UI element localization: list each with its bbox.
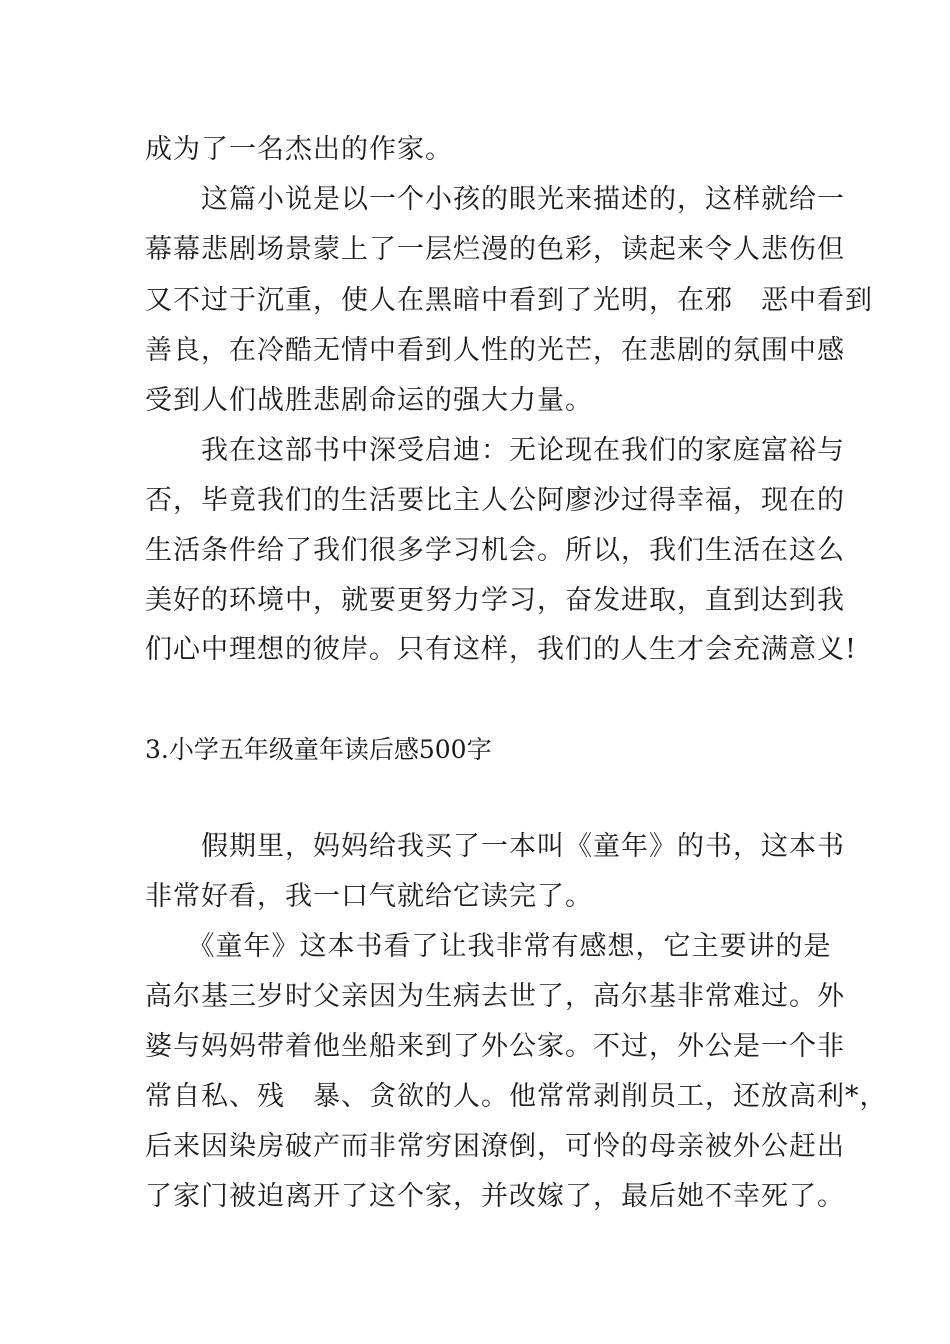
paragraph-line: 常自私、残 暴、贪欲的人。他常常剥削员工，还放高利*， <box>145 1081 888 1112</box>
paragraph-line: 后来因染房破产而非常穷困潦倒，可怜的母亲被外公赶出 <box>145 1131 845 1162</box>
paragraph-line: 非常好看，我一口气就给它读完了。 <box>145 881 593 912</box>
paragraph-line: 美好的环境中，就要更努力学习，奋发进取，直到达到我 <box>145 585 845 616</box>
paragraph-line: 假期里，妈妈给我买了一本叫《童年》的书，这本书 <box>145 831 845 862</box>
paragraph-line: 这篇小说是以一个小孩的眼光来描述的，这样就给一 <box>145 184 845 215</box>
paragraph-line: 婆与妈妈带着他坐船来到了外公家。不过，外公是一个非 <box>145 1031 845 1062</box>
paragraph-line: 成为了一名杰出的作家。 <box>145 134 453 165</box>
paragraph-line: 又不过于沉重，使人在黑暗中看到了光明，在邪 恶中看到 <box>145 285 873 316</box>
paragraph-line: 了家门被迫离开了这个家，并改嫁了，最后她不幸死了。 <box>145 1181 845 1212</box>
section-heading: 3.小学五年级童年读后感500字 <box>145 735 492 764</box>
paragraph-line: 否，毕竟我们的生活要比主人公阿廖沙过得幸福，现在的 <box>145 485 845 516</box>
paragraph-line: 《童年》这本书看了让我非常有感想，它主要讲的是 <box>145 931 832 962</box>
paragraph-line: 生活条件给了我们很多学习机会。所以，我们生活在这么 <box>145 535 845 566</box>
paragraph-line: 善良，在冷酷无情中看到人性的光芒，在悲剧的氛围中感 <box>145 335 845 366</box>
paragraph-line: 我在这部书中深受启迪：无论现在我们的家庭富裕与 <box>145 435 845 466</box>
paragraph-line: 们心中理想的彼岸。只有这样，我们的人生才会充满意义! <box>145 634 857 665</box>
paragraph-line: 高尔基三岁时父亲因为生病去世了，高尔基非常难过。外 <box>145 981 845 1012</box>
paragraph-line: 幕幕悲剧场景蒙上了一层烂漫的色彩，读起来令人悲伤但 <box>145 234 845 265</box>
paragraph-line: 受到人们战胜悲剧命运的强大力量。 <box>145 385 593 416</box>
